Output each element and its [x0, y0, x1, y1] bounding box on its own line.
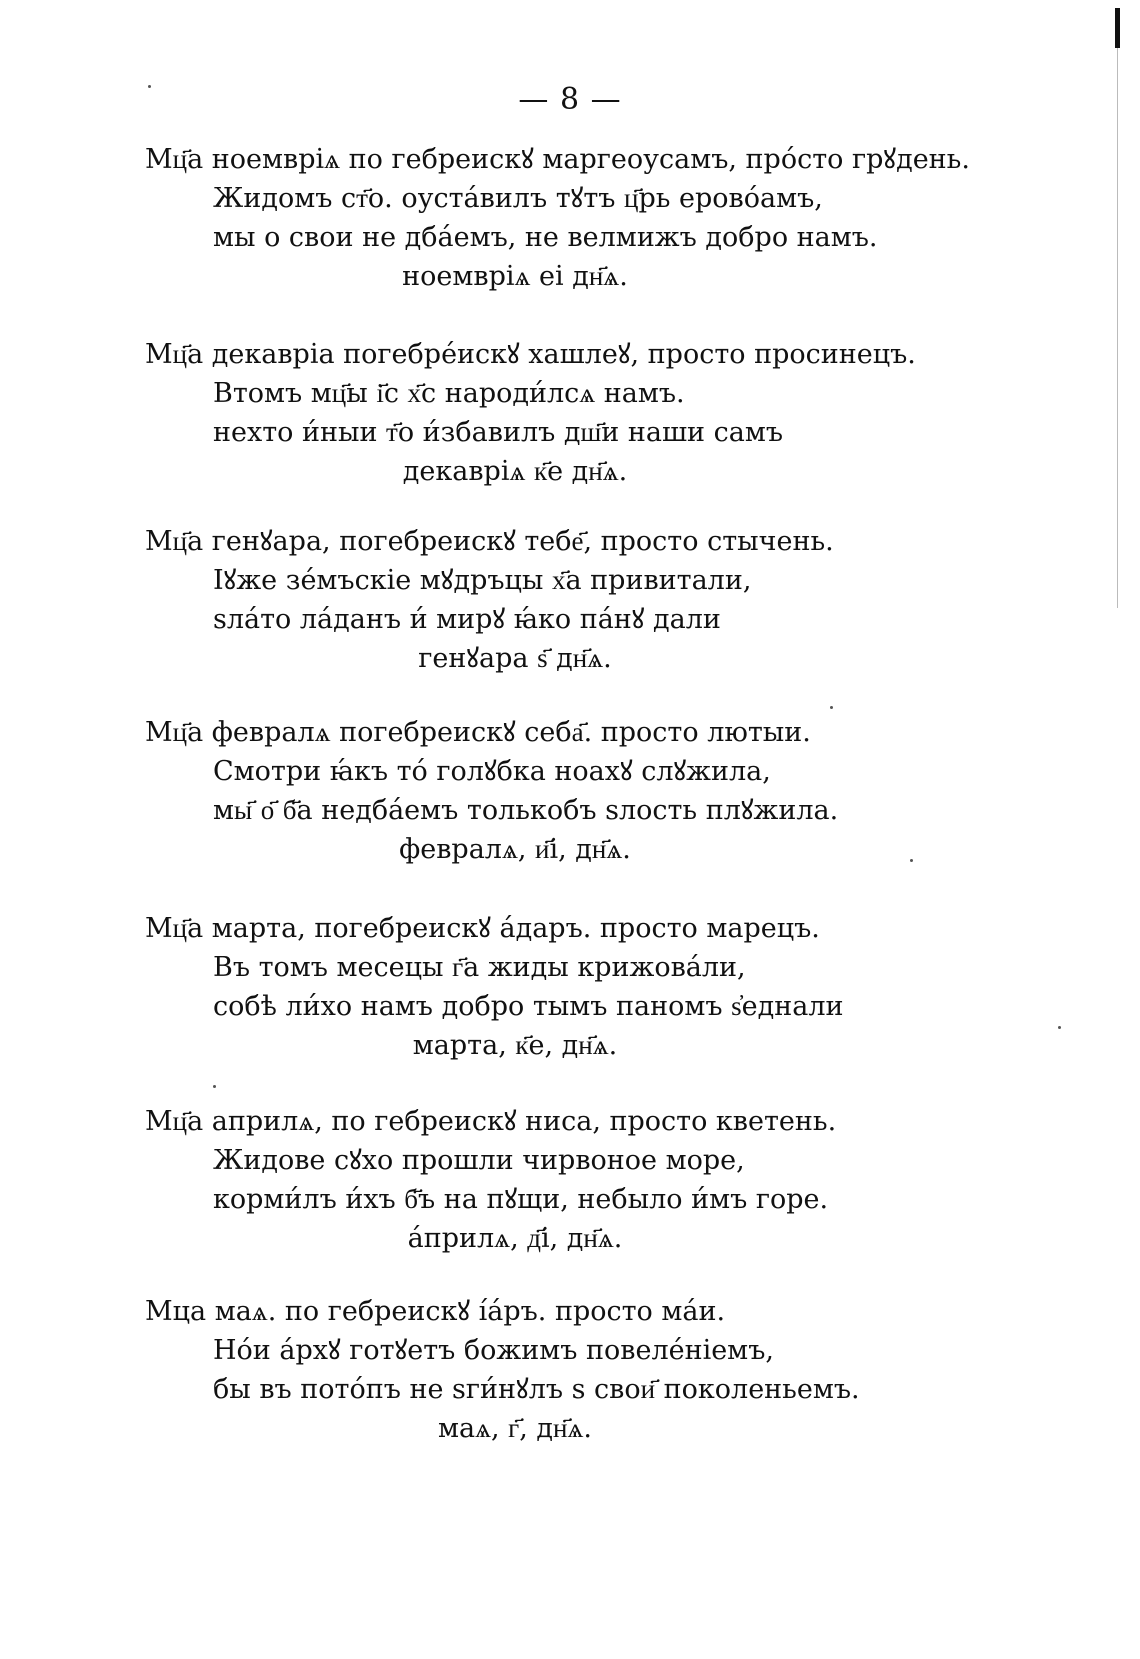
stanza-line: Жидове сꙋхо прошли чирвоное море, [213, 1145, 745, 1176]
scan-speck [910, 859, 913, 862]
stanza-line: Мц҃а априлѧ, по гебреискꙋ ниса, просто кветень. [145, 1106, 837, 1137]
binding-rule-line [1117, 48, 1118, 608]
stanza-line: Мц҃а февралѧ погебреискꙋ себа҃. просто лютыи. [145, 717, 811, 748]
stanza-line: Іꙋже зе́мъскіе мꙋдръцы х҃а привитали, [213, 565, 752, 596]
stanza-line: Мца маѧ. по гебреискꙋ і́а́ръ. просто ма́и. [145, 1296, 726, 1327]
scan-speck [213, 1085, 216, 1088]
stanza-december [145, 335, 1005, 491]
stanza-line: Въ томъ месецы г҃а жиды крижова́ли, [213, 952, 746, 983]
stanza-line: Мц҃а генꙋара, погебреискꙋ тебе҃, просто стычень. [145, 526, 834, 557]
stanza-date: ноемвріѧ еі дн҃ѧ. [402, 261, 628, 292]
stanza-line: корми́лъ и́хъ б҃ъ на пꙋщи, небыло и́мъ горе. [213, 1184, 829, 1215]
stanza-date: декавріѧ к҃е дн҃ѧ. [402, 456, 628, 487]
stanza-line: Смотри ꙗ́къ то́ голꙋбка ноахꙋ слꙋжила, [213, 756, 771, 787]
stanza-line: Жидомъ ст҃о. оуста́вилъ тꙋтъ ц҃рь ерово́амъ, [213, 183, 823, 214]
scan-speck [1058, 1026, 1061, 1029]
stanza-date: а́прилѧ, д҃і, дн҃ѧ. [407, 1223, 623, 1254]
stanza-line: Мц҃а марта, погебреискꙋ а́даръ. просто марецъ. [145, 913, 820, 944]
page-number: — 8 — [518, 82, 622, 117]
stanza-line: Мц҃а декавріа погебре́искꙋ хашлеꙋ, просто просинецъ. [145, 339, 916, 370]
stanza-may [145, 1292, 1005, 1448]
stanza-january [145, 522, 1005, 678]
stanza-line: Мц҃а ноемвріѧ по гебреискꙋ маргеоусамъ, про́сто грꙋдень. [145, 144, 970, 175]
stanza-line: Втомъ мц҃ы і҃с х҃с народи́лсѧ намъ. [213, 378, 685, 409]
stanza-date: маѧ, г҃, дн҃ѧ. [437, 1413, 592, 1444]
stanza-line: мы҃ о҃ б҃а недба́емъ толькобъ ѕлость плꙋжила. [213, 795, 839, 826]
scan-speck [830, 706, 833, 709]
stanza-line: нехто и́ныи т҃о и́збавилъ дш҃и наши самъ [213, 417, 784, 448]
stanza-date: февралѧ, и҃і, дн҃ѧ. [399, 834, 631, 865]
stanza-line: собѣ ли́хо намъ добро тымъ паномъ ѕ҆еднали [213, 991, 844, 1022]
binding-edge-mark [1115, 8, 1120, 48]
stanza-line: Но́и а́рхꙋ готꙋетъ божимъ повеле́ніемъ, [213, 1335, 774, 1366]
stanza-line: бы въ пото́пъ не ѕги́нꙋлъ ѕ свои҃ поколеньемъ. [213, 1374, 860, 1405]
stanza-line: мы о свои не дба́емъ, не велмижъ добро намъ. [213, 222, 878, 253]
stanza-date: марта, к҃е, дн҃ѧ. [412, 1030, 618, 1061]
stanza-date: генꙋара ѕ҃ дн҃ѧ. [418, 643, 612, 674]
stanza-april [145, 1102, 1005, 1258]
scan-speck [148, 85, 151, 88]
stanza-march [145, 909, 1005, 1065]
stanza-line: ѕла́то ла́данъ и́ мирꙋ ꙗ́ко па́нꙋ дали [213, 604, 721, 635]
stanza-november [145, 140, 1005, 296]
stanza-february [145, 713, 1005, 869]
